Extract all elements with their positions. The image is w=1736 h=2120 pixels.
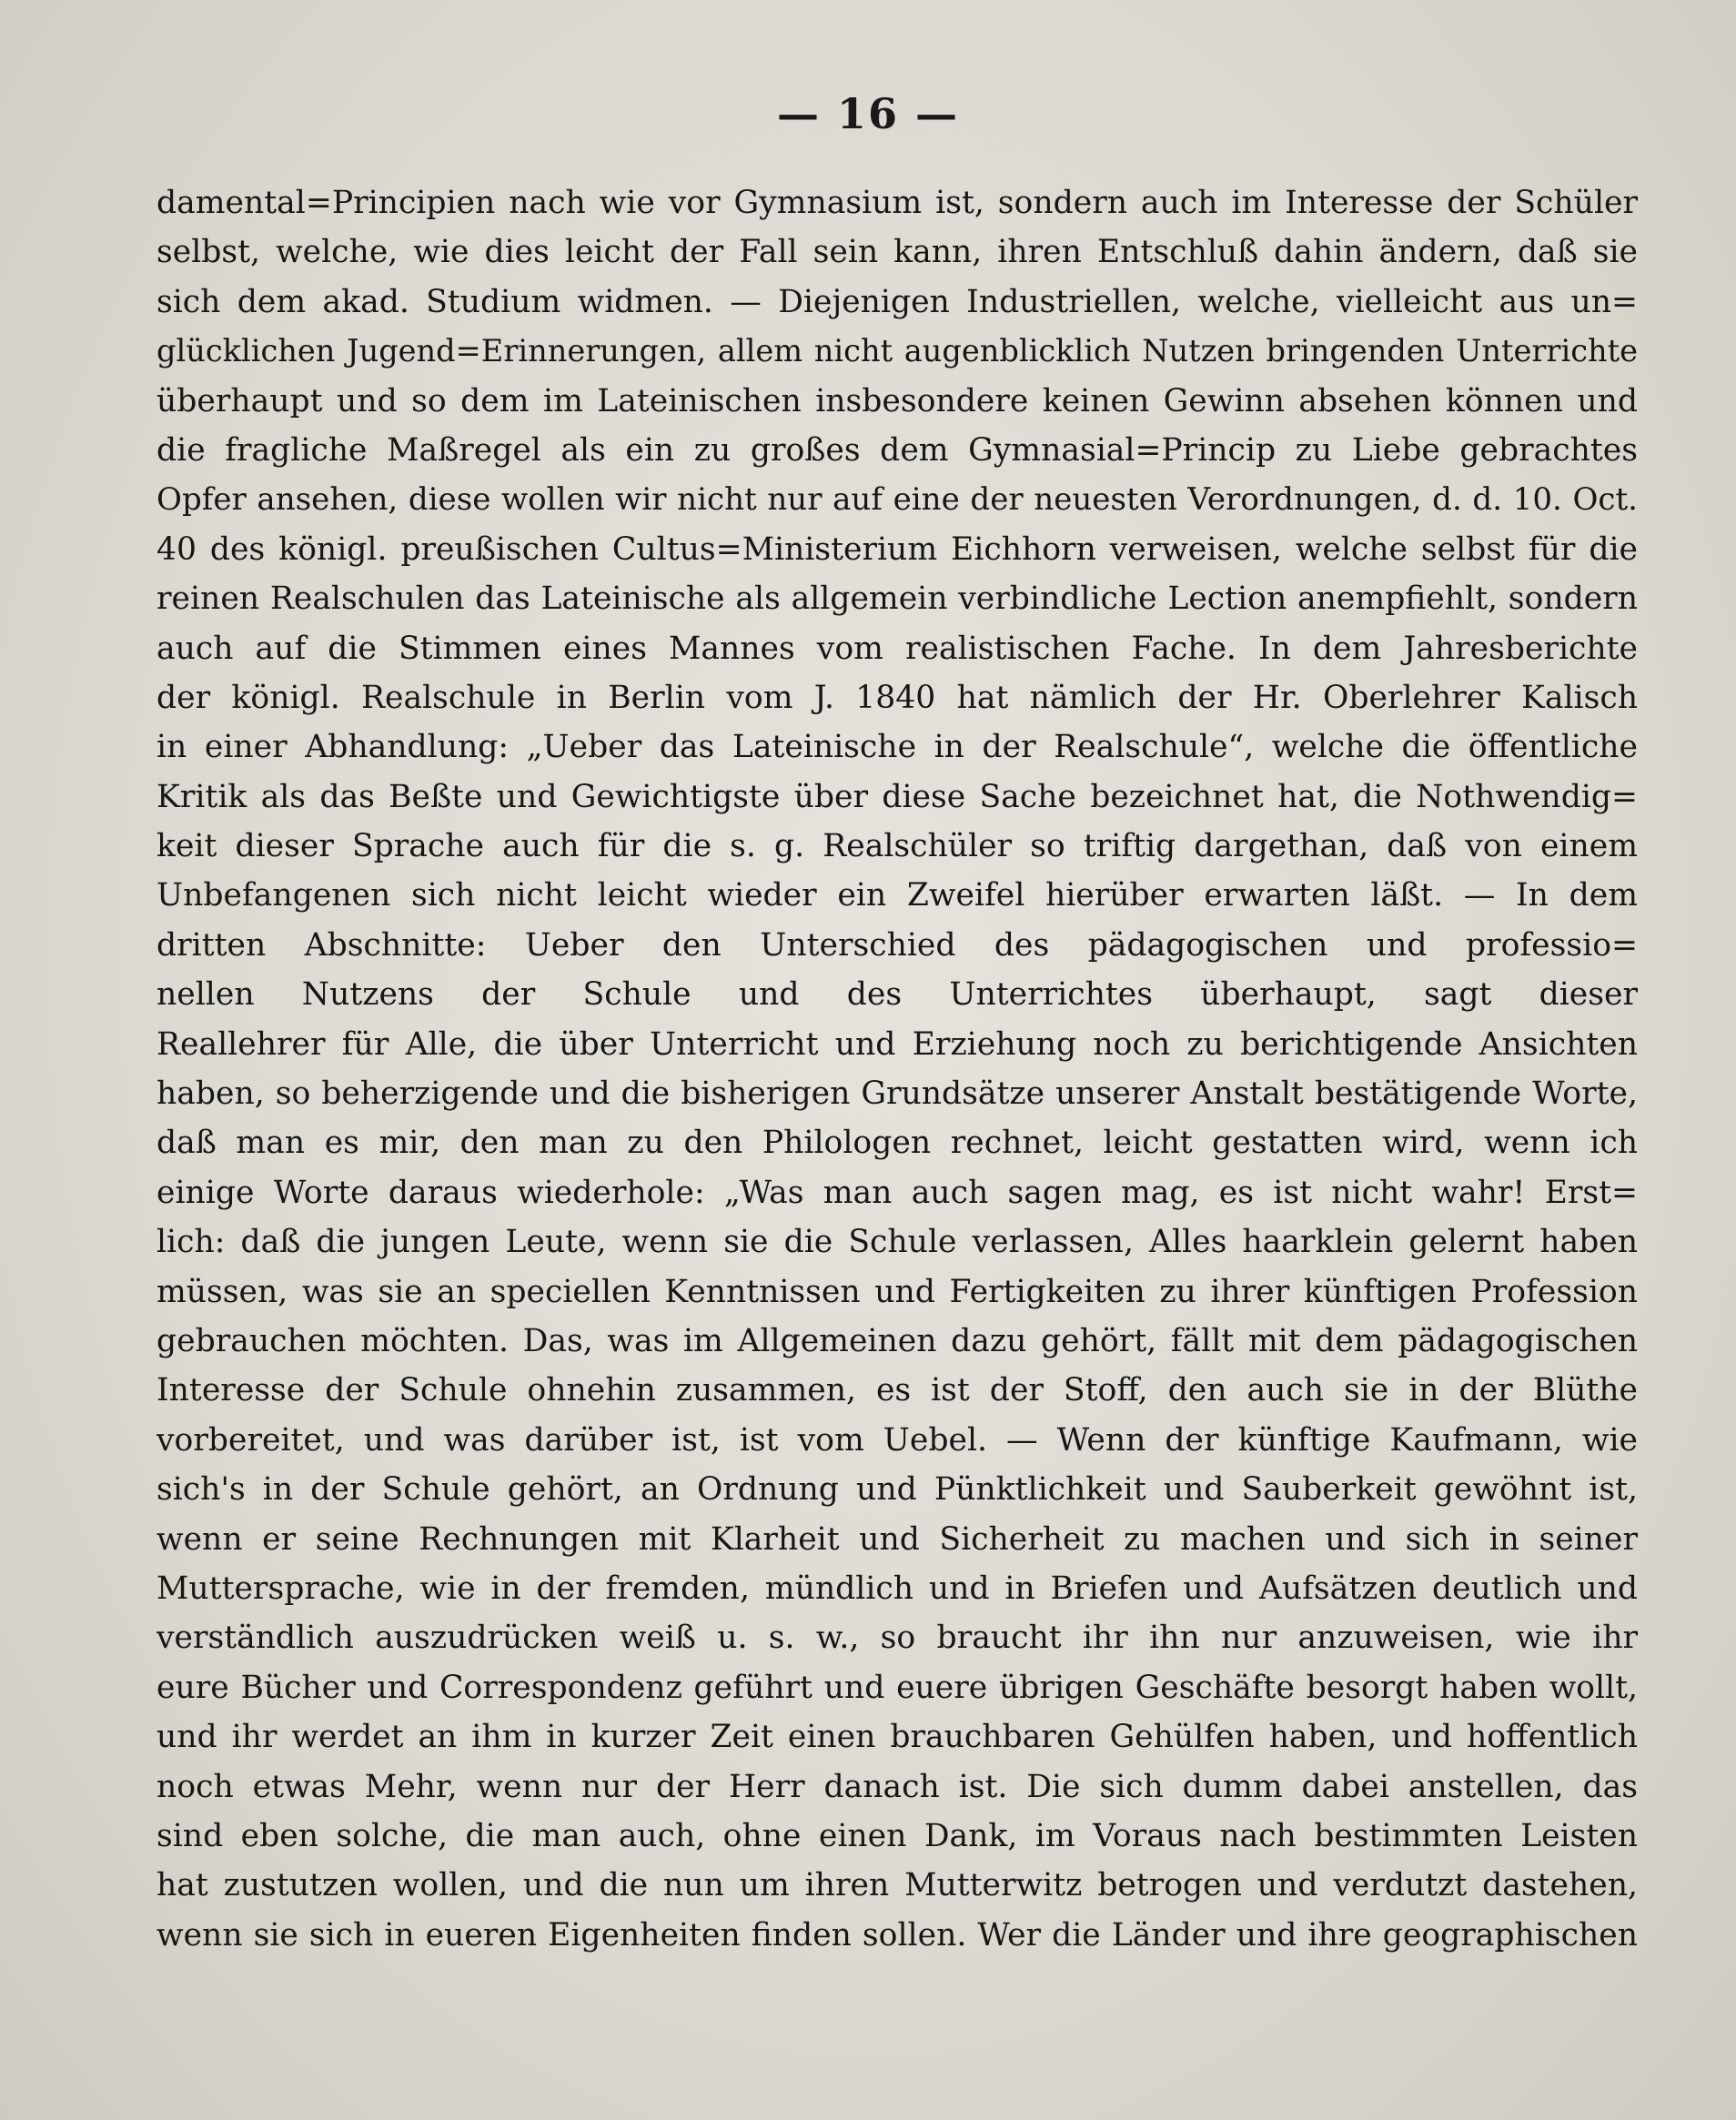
text-line: haben, so beherzigende und die bisherigen Grundsätze unserer Anstalt bestätigende Worte,: [156, 1075, 1638, 1113]
text-line: Interesse der Schule ohnehin zusammen, es ist der Stoff, den auch sie in der Blüthe: [156, 1372, 1638, 1409]
text-line: dritten Abschnitte: Ueber den Unterschied des pädagogischen und professio=: [156, 926, 1638, 964]
text-line: Unbefangenen sich nicht leicht wieder ein Zweifel hierüber erwarten läßt. — In dem: [156, 877, 1638, 914]
text-line: sind eben solche, die man auch, ohne einen Dank, im Voraus nach bestimmten Leisten: [156, 1817, 1638, 1854]
text-line: eure Bücher und Correspondenz geführt und euere übrigen Geschäfte besorgt haben wollt,: [156, 1669, 1638, 1706]
text-line: Reallehrer für Alle, die über Unterricht und Erziehung noch zu berichtigende Ansichten: [156, 1025, 1638, 1063]
text-line: wenn er seine Rechnungen mit Klarheit und Sicherheit zu machen und sich in seiner: [156, 1520, 1638, 1558]
text-line: müssen, was sie an speciellen Kenntnissen und Fertigkeiten zu ihrer künftigen Profession: [156, 1273, 1638, 1310]
text-line: sich dem akad. Studium widmen. — Diejenigen Industriellen, welche, vielleicht aus un=: [156, 283, 1638, 320]
text-line: in einer Abhandlung: „Ueber das Lateinische in der Realschule“, welche die öffentliche: [156, 729, 1638, 766]
text-line: die fragliche Maßregel als ein zu großes dem Gymnasial=Princip zu Liebe gebrachtes: [156, 431, 1638, 469]
body-text: [156, 178, 1638, 1960]
text-line: noch etwas Mehr, wenn nur der Herr danach ist. Die sich dumm dabei anstellen, das: [156, 1768, 1638, 1805]
text-line: daß man es mir, den man zu den Philologen rechnet, leicht gestatten wird, wenn ich: [156, 1125, 1638, 1162]
text-line: wenn sie sich in eueren Eigenheiten finden sollen. Wer die Länder und ihre geographischen: [156, 1916, 1638, 1953]
text-line: auch auf die Stimmen eines Mannes vom realistischen Fache. In dem Jahresberichte: [156, 630, 1638, 667]
text-line: Opfer ansehen, diese wollen wir nicht nur auf eine der neuesten Verordnungen, d. d. 10. Oct.: [156, 481, 1638, 519]
text-line: und ihr werdet an ihm in kurzer Zeit einen brauchbaren Gehülfen haben, und hoffentlich: [156, 1719, 1638, 1756]
text-line: keit dieser Sprache auch für die s. g. Realschüler so triftig dargethan, daß von einem: [156, 828, 1638, 865]
page-number: — 16 —: [776, 89, 960, 138]
text-line: gebrauchen möchten. Das, was im Allgemeinen dazu gehört, fällt mit dem pädagogischen: [156, 1322, 1638, 1359]
text-line: lich: daß die jungen Leute, wenn sie die Schule verlassen, Alles haarklein gelernt haben: [156, 1224, 1638, 1261]
text-line: hat zustutzen wollen, und die nun um ihren Mutterwitz betrogen und verdutzt dastehen,: [156, 1867, 1638, 1904]
text-line: überhaupt und so dem im Lateinischen insbesondere keinen Gewinn absehen können und: [156, 382, 1638, 419]
text-line: Kritik als das Beßte und Gewichtigste über diese Sache bezeichnet hat, die Nothwendig=: [156, 778, 1638, 815]
text-line: nellen Nutzens der Schule und des Unterrichtes überhaupt, sagt dieser: [156, 976, 1638, 1014]
text-line: sich's in der Schule gehört, an Ordnung und Pünktlichkeit und Sauberkeit gewöhnt ist,: [156, 1471, 1638, 1509]
text-line: damental=Principien nach wie vor Gymnasium ist, sondern auch im Interesse der Schüler: [156, 185, 1638, 221]
text-line: reinen Realschulen das Lateinische als allgemein verbindliche Lection anempfiehlt, sondern: [156, 580, 1638, 618]
text-line: selbst, welche, wie dies leicht der Fall sein kann, ihren Entschluß dahin ändern, daß sie: [156, 234, 1638, 271]
text-line: vorbereitet, und was darüber ist, ist vom Uebel. — Wenn der künftige Kaufmann, wie: [156, 1421, 1638, 1459]
text-line: der königl. Realschule in Berlin vom J. 1840 hat nämlich der Hr. Oberlehrer Kalisch: [156, 679, 1638, 716]
text-line: Muttersprache, wie in der fremden, mündlich und in Briefen und Aufsätzen deutlich und: [156, 1570, 1638, 1607]
text-line: einige Worte daraus wiederhole: „Was man auch sagen mag, es ist nicht wahr! Erst=: [156, 1174, 1638, 1211]
text-line: glücklichen Jugend=Erinnerungen, allem nicht augenblicklich Nutzen bringenden Unterrichte: [156, 333, 1638, 369]
text-line: 40 des königl. preußischen Cultus=Ministerium Eichhorn verweisen, welche selbst für die: [156, 530, 1638, 568]
text-line: verständlich auszudrücken weiß u. s. w., so braucht ihr ihn nur anzuweisen, wie ihr: [156, 1620, 1638, 1657]
